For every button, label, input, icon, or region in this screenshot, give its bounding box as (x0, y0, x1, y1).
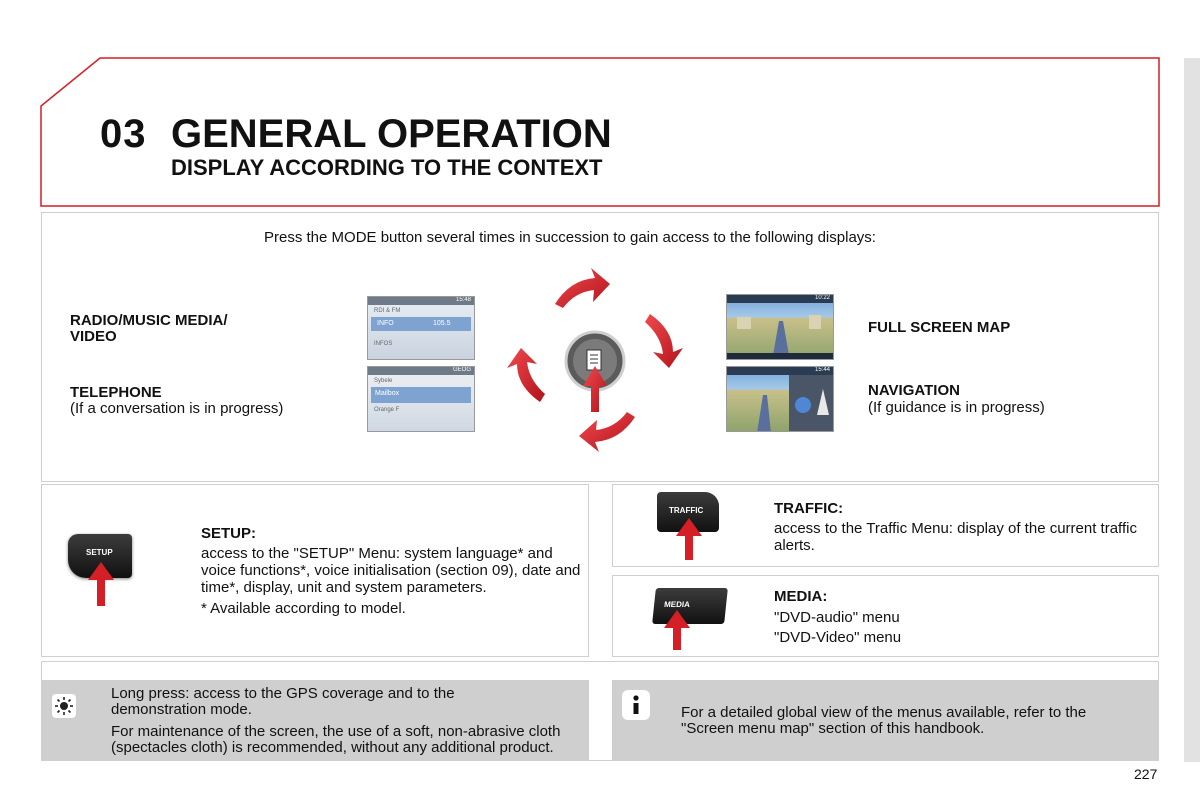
mode-button-icon (587, 350, 601, 370)
info-text: For a detailed global view of the menus available, refer to the "Screen menu map" section of this handbook. (681, 704, 1087, 737)
radio-screen-row3: 105.5 (433, 320, 451, 327)
navigation-screen (726, 366, 834, 432)
page-number: 227 (1134, 766, 1158, 782)
setup-button-label: SETUP (86, 548, 113, 557)
traffic-description: access to the Traffic Menu: display of the current traffic alerts. (774, 520, 1137, 554)
map-screen (726, 294, 834, 360)
media-line1: "DVD-audio" menu (774, 609, 900, 626)
navigation-label: NAVIGATION (868, 382, 960, 399)
section-title: DISPLAY ACCORDING TO THE CONTEXT (171, 155, 603, 180)
traffic-press-arrow-icon (676, 518, 702, 560)
setup-footnote: * Available according to model. (201, 600, 406, 617)
full-map-label: FULL SCREEN MAP (868, 319, 1011, 336)
telephone-label: TELEPHONE (70, 384, 162, 401)
radio-screen-highlight (371, 317, 471, 331)
radio-label (70, 313, 228, 345)
side-tab (1184, 58, 1200, 762)
arrow-right-icon (645, 314, 683, 368)
arrow-top-icon (555, 268, 610, 308)
nav-screen-time: 15:44 (727, 367, 833, 375)
phone-screen (367, 366, 475, 432)
tip-line2: For maintenance of the screen, the use of a soft, non-abrasive cloth (spectacles cloth) is recommended, without any additional product. (111, 723, 561, 756)
phone-screen-row2: Mailbox (371, 387, 471, 403)
navigation-note: (If guidance is in progress) (868, 399, 1045, 416)
setup-press-arrow-icon (88, 562, 114, 606)
setup-description: access to the "SETUP" Menu: system language* and voice functions*, voice initialisation (section 09), date and time*, display, unit and system parameters. (201, 545, 581, 596)
chapter-number: 03 (100, 112, 147, 156)
radio-screen (367, 296, 475, 360)
media-title: MEDIA: (774, 588, 828, 605)
radio-screen-row1: RDI & FM (374, 308, 401, 314)
media-button-label: MEDIA (663, 600, 691, 609)
radio-label-line1: RADIO/MUSIC MEDIA/ (70, 312, 228, 329)
sun-icon (52, 694, 76, 718)
map-road-graphic (727, 303, 834, 360)
mode-cycle-diagram (495, 262, 695, 454)
chapter-title: GENERAL OPERATION (171, 112, 612, 156)
radio-screen-row4: INFOS (374, 341, 393, 347)
radio-label-line2: VIDEO (70, 328, 117, 345)
media-press-arrow-icon (664, 610, 690, 650)
traffic-title: TRAFFIC: (774, 500, 844, 517)
setup-title: SETUP: (201, 525, 257, 542)
phone-screen-row3: Orange F (374, 407, 400, 413)
arrow-left-icon (507, 348, 545, 402)
mode-intro: Press the MODE button several times in succession to gain access to the following displays: (264, 229, 876, 246)
arrow-bottom-icon (579, 412, 635, 452)
traffic-button-label: TRAFFIC (669, 506, 704, 515)
info-icon (622, 690, 650, 720)
media-line2: "DVD-Video" menu (774, 629, 902, 646)
radio-screen-time: 15:48 (368, 297, 474, 305)
map-screen-time: 10:22 (727, 295, 833, 303)
tip-line1: Long press: access to the GPS coverage and to the demonstration mode. (111, 685, 455, 718)
phone-screen-row1: Sybele (374, 378, 393, 384)
phone-screen-time: GEOG (368, 367, 474, 375)
radio-screen-row2: INFO (377, 320, 394, 327)
telephone-note: (If a conversation is in progress) (70, 400, 284, 417)
nav-road-graphic (727, 375, 834, 432)
